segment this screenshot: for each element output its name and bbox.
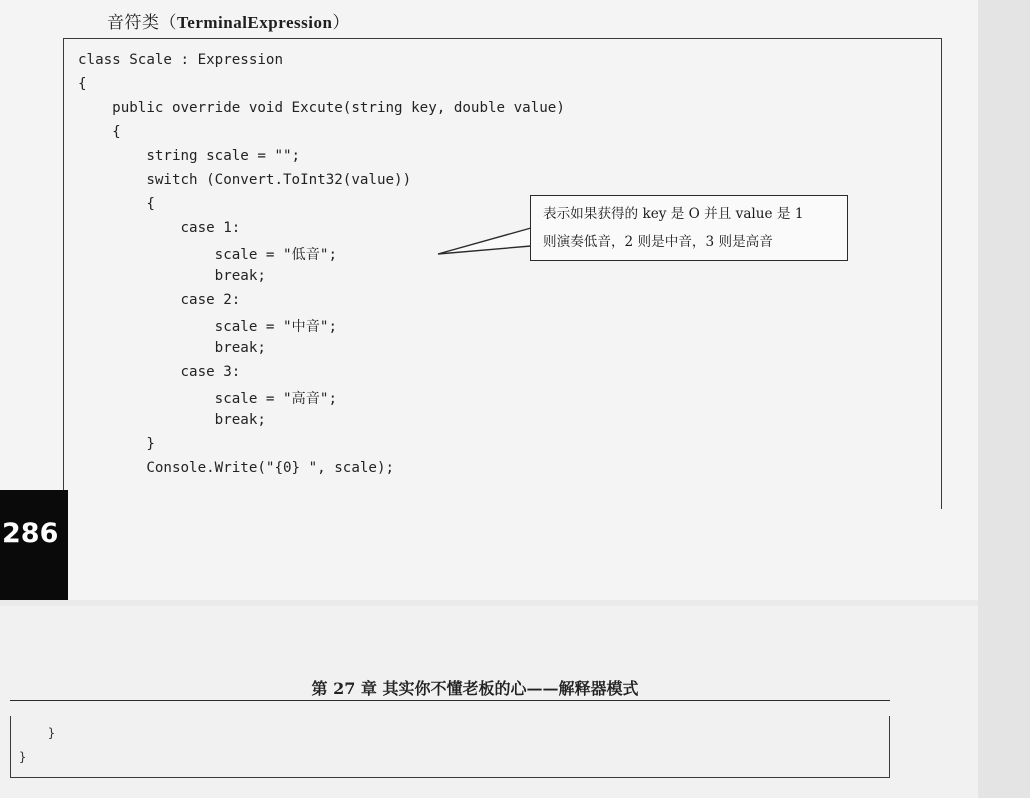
code-line: Console.Write("{0} ", scale); [78, 460, 395, 476]
code-line: class Scale : Expression [78, 52, 283, 68]
code-line: scale = "低音"; [78, 247, 337, 263]
code-line: public override void Excute(string key, double value) [78, 100, 565, 116]
code-block [63, 38, 942, 509]
code-line: string scale = ""; [78, 148, 301, 164]
page-number-tab [0, 490, 68, 600]
code-line: } [19, 726, 56, 740]
page-number: 286 [2, 518, 59, 549]
callout-line-1: 表示如果获得的 key 是 O 并且 value 是 1 [543, 206, 804, 222]
section-heading [107, 8, 350, 33]
code-line: case 2: [78, 292, 241, 308]
code-line: break; [78, 412, 266, 428]
code-line: case 3: [78, 364, 241, 380]
code-line: case 1: [78, 220, 241, 236]
section-heading-en: TerminalExpression [177, 13, 333, 32]
code-line: { [78, 196, 155, 212]
continued-code-block [10, 716, 890, 778]
code-line: { [78, 124, 121, 140]
chapter-rule [10, 700, 890, 701]
code-line: } [19, 750, 27, 764]
code-line: break; [78, 268, 266, 284]
code-line: scale = "中音"; [78, 319, 337, 335]
section-heading-close: ） [332, 13, 350, 33]
right-margin [978, 0, 1030, 798]
chapter-title: 第 27 章 其实你不懂老板的心——解释器模式 [311, 679, 639, 698]
callout-box [530, 195, 848, 261]
code-line: { [78, 76, 87, 92]
code-line: scale = "高音"; [78, 391, 337, 407]
section-heading-cn: 音符类（ [107, 13, 177, 33]
code-line: switch (Convert.ToInt32(value)) [78, 172, 412, 188]
code-line: break; [78, 340, 266, 356]
callout-line-2: 则演奏低音，2 则是中音，3 则是高音 [543, 234, 773, 250]
code-line: } [78, 436, 155, 452]
